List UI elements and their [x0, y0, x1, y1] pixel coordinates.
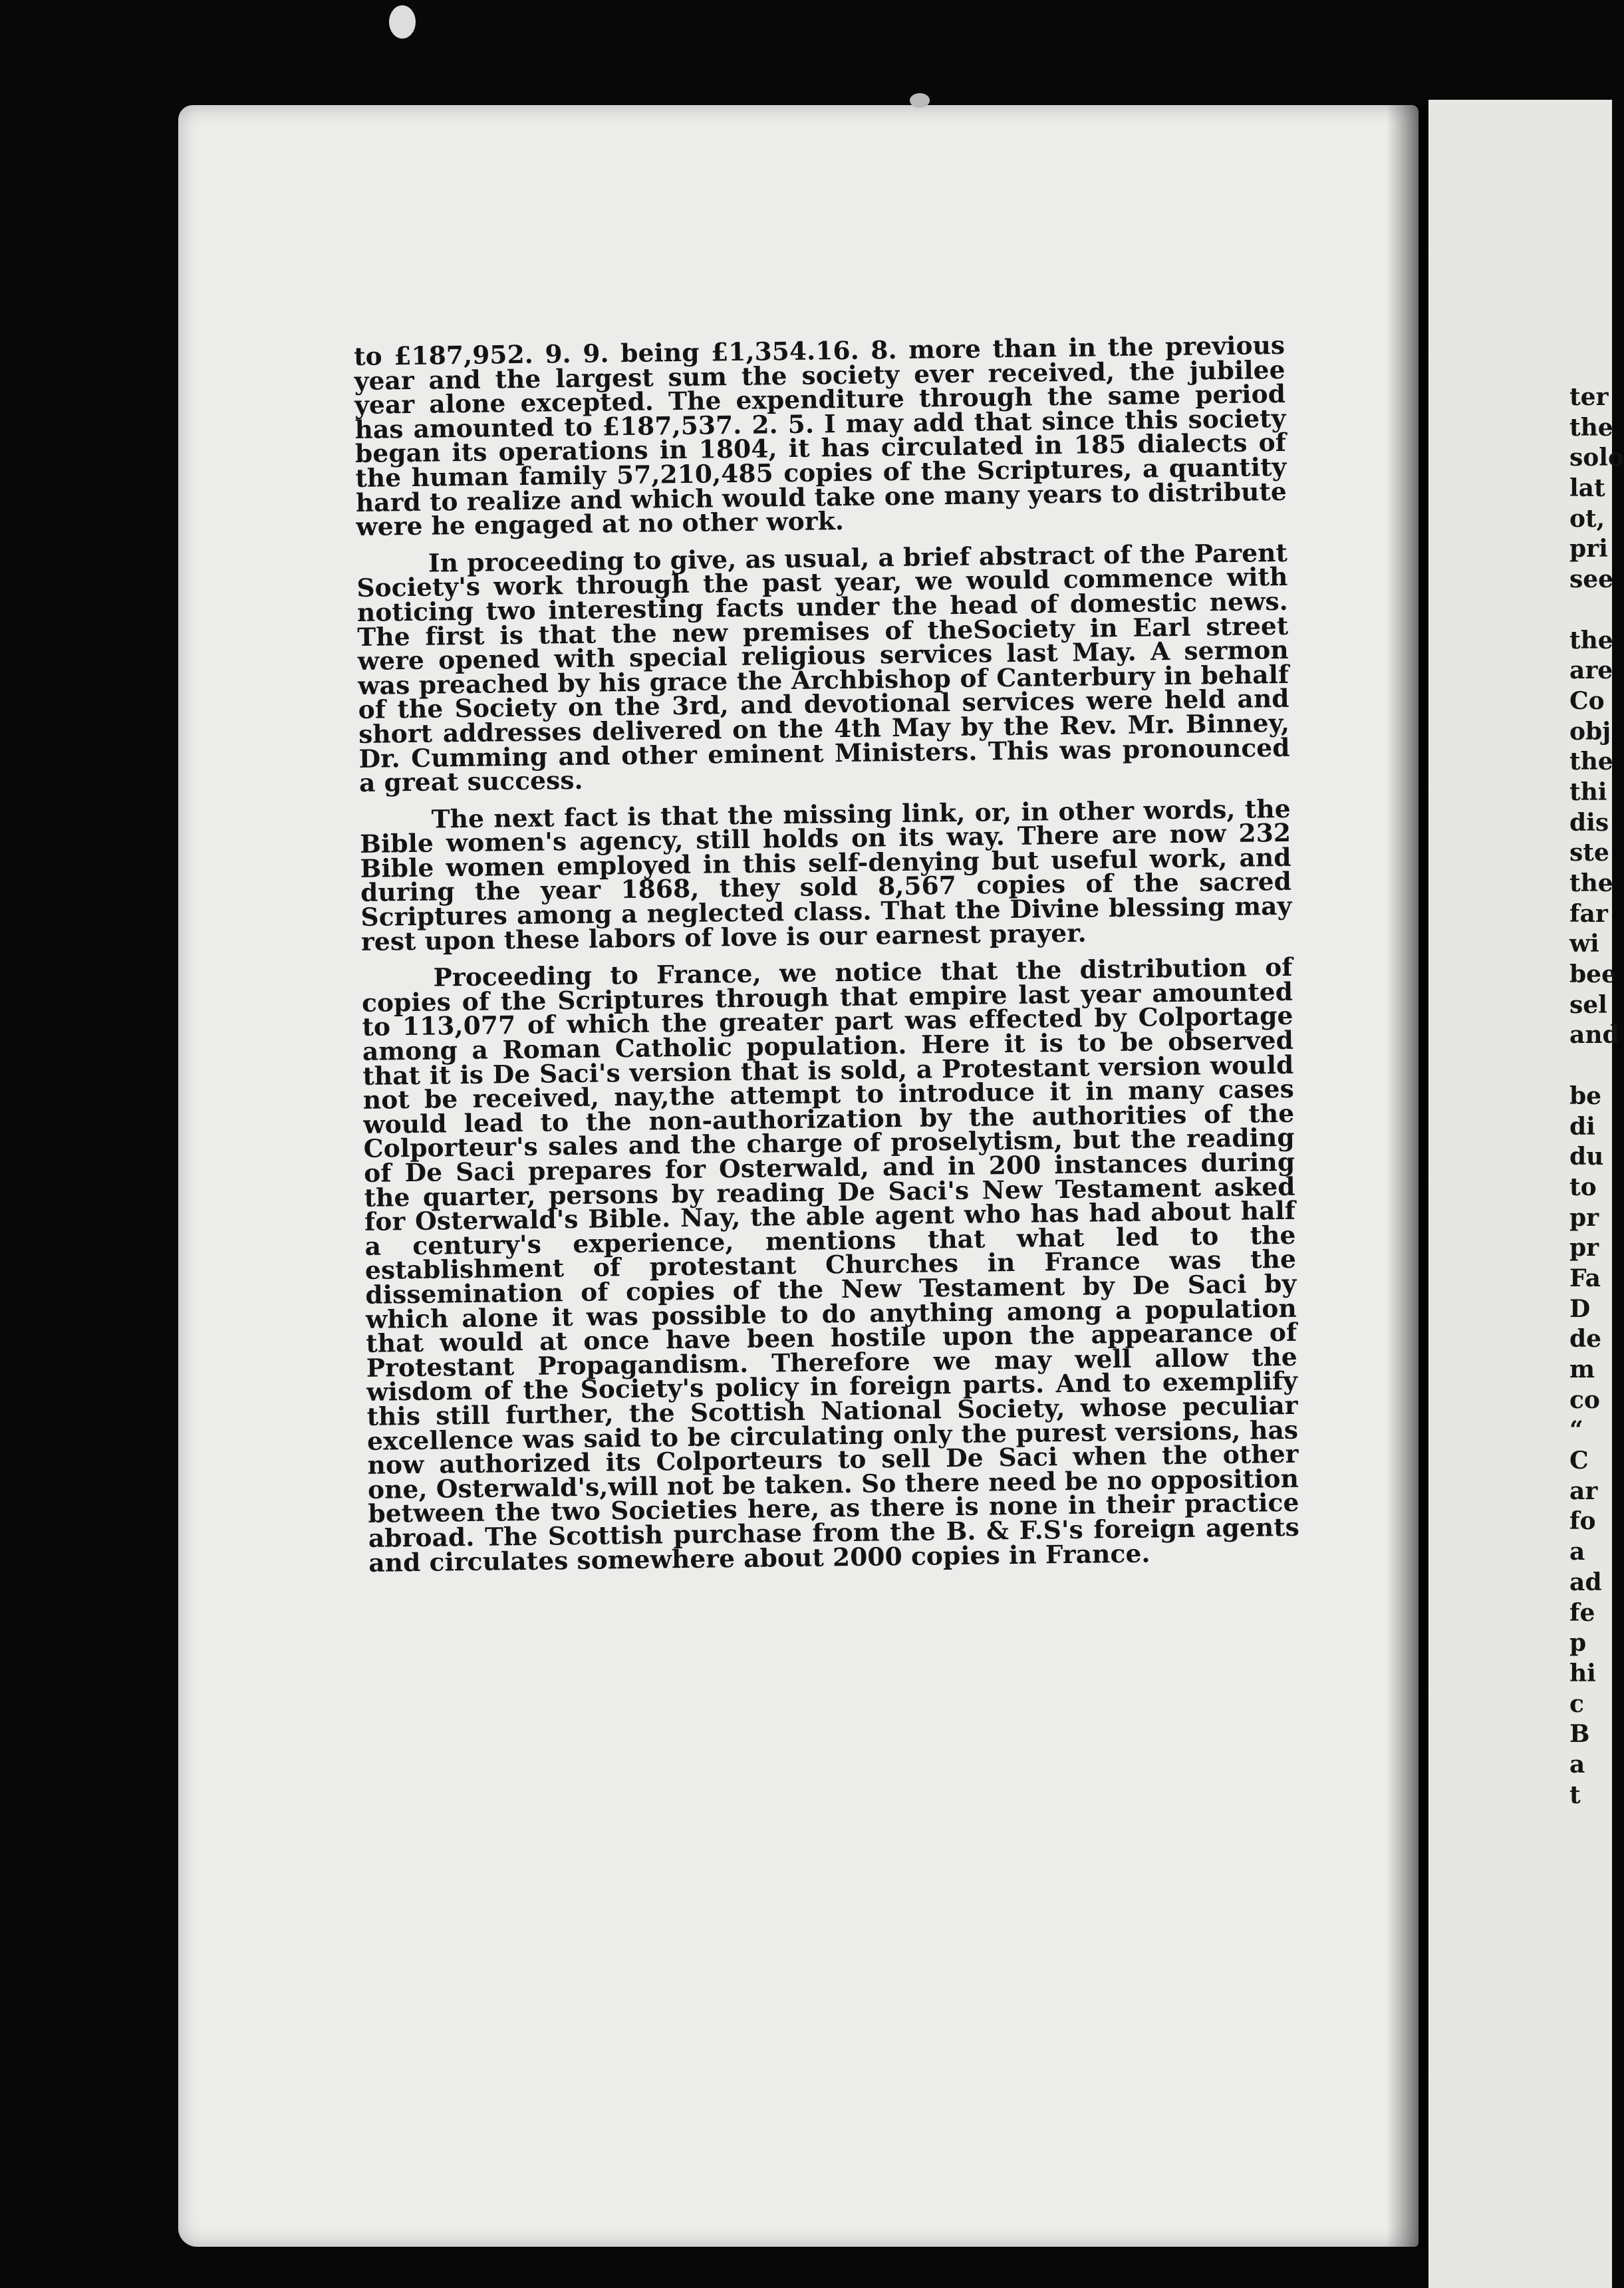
right-page-fragment: ar	[1569, 1477, 1598, 1505]
right-page-text-fragments	[1569, 382, 1624, 1810]
right-page-fragment: the	[1569, 869, 1613, 897]
right-page-fragment: de	[1569, 1325, 1602, 1354]
right-page-fragment: m	[1569, 1356, 1595, 1383]
right-page-fragment: solo	[1569, 444, 1624, 472]
right-page-fragment: “	[1569, 1416, 1583, 1445]
right-page-fragment: Co	[1569, 686, 1605, 715]
right-page-fragment: ste	[1569, 839, 1609, 867]
paragraph-3: The next fact is that the missing link, or, in other words, the Bible women's agency, still holds on its way. There are now 232 Bible women employed in this self-denying but useful work, and during the year 1868, they sold 8,567 copies of the sacred Scriptures among a neglected class. That the Divine blessing may rest upon these labors of love is our earnest prayer.	[359, 793, 1292, 956]
right-page-fragment: co	[1569, 1385, 1600, 1414]
right-page-fragment: the	[1569, 626, 1613, 654]
right-page-fragment: see	[1569, 565, 1614, 594]
right-page-fragment: and	[1569, 1021, 1619, 1050]
right-page-fragment: far	[1569, 899, 1608, 928]
right-page-fragment: hi	[1569, 1659, 1596, 1687]
right-page-fragment: ot,	[1569, 504, 1605, 533]
right-page-fragment: t	[1569, 1781, 1581, 1809]
right-page-fragment: fe	[1569, 1598, 1595, 1627]
right-page-fragment: sel	[1569, 990, 1607, 1019]
right-page-fragment: p	[1569, 1629, 1587, 1657]
right-page-fragment: dis	[1569, 808, 1609, 837]
right-page-fragment: fo	[1569, 1507, 1596, 1536]
right-page-fragment: the	[1569, 413, 1613, 442]
right-page-fragment: lat	[1569, 474, 1605, 503]
right-page-fragment: D	[1569, 1294, 1591, 1323]
paragraph-2: In proceeding to give, as usual, a brief abstract of the Parent Society's work through the past year, we would commence with noticing two interesting facts under the head of domestic news. The first is that the new premises of theSociety in Earl street were opened with special religious services last May. A sermon was preached by his grace the Archbishop of Canterbury in behalf of the Society on the 3rd, and devotional services were held and short addresses delivered on the 4th May by the Rev. Mr. Binney, Dr. Cumming and other eminent Ministers. This was pronounced a great success.	[356, 537, 1290, 798]
right-page-fragment: di	[1569, 1112, 1595, 1141]
right-page-fragment: du	[1569, 1143, 1604, 1171]
book-gutter	[1387, 105, 1426, 2247]
paper-speck	[389, 5, 416, 39]
right-page-fragment: B	[1569, 1720, 1590, 1749]
right-page-fragment: c	[1569, 1689, 1584, 1718]
right-page-fragment: the	[1569, 748, 1613, 776]
right-page-fragment: wi	[1569, 930, 1599, 958]
right-page-fragment	[1569, 595, 1612, 626]
right-page-fragment: thi	[1569, 778, 1607, 806]
right-page-fragment: a	[1569, 1750, 1585, 1779]
right-page-fragment: bee	[1569, 960, 1617, 989]
right-page-fragment: are	[1569, 656, 1613, 685]
right-page-fragment: C	[1569, 1447, 1589, 1475]
right-page-fragment: a	[1569, 1538, 1585, 1566]
paper-speck	[910, 93, 930, 108]
right-page-fragment: ad	[1569, 1568, 1602, 1596]
right-page-fragment: pr	[1569, 1203, 1599, 1232]
right-page-fragment: be	[1569, 1081, 1602, 1110]
right-page-fragment	[1569, 1051, 1612, 1081]
main-text-column	[353, 330, 1300, 1588]
right-page-fragment: obj	[1569, 717, 1611, 746]
right-page-fragment: pri	[1569, 535, 1608, 563]
paragraph-1: to £187,952. 9. 9. being £1,354.16. 8. more than in the previous year and the largest sum the society ever received, the jubilee year alone excepted. The expenditure through the same period has amounted to £187,537. 2. 5. I may add that since this society began its operations in 1804, it has circulated in 185 dialects of the human family 57,210,485 copies of the Scriptures, a quantity hard to realize and which would take one many years to distribute were he engaged at no other work.	[353, 330, 1287, 542]
right-page-fragment: to	[1569, 1173, 1597, 1201]
right-page-fragment: ter	[1569, 383, 1609, 411]
right-page-fragment: pr	[1569, 1234, 1599, 1262]
paragraph-4: Proceeding to France, we notice that the distribution of copies of the Scriptures through that empire last year amounted to 113,077 of which the greater part was effected by Colportage among a Roman Catholic population. Here it is to be observed that it is De Saci's version that is sold, a Protestant version would not be received, nay,the attempt to introduce it in many cases would lead to the non-authorization by the authorities of the Colporteur's sales and the charge of proselytism, but the reading of De Saci prepares for Osterwald, and in 200 instances during the quarter, persons by reading De Saci's New Testament asked for Osterwald's Bible. Nay, the able agent who has had about half a century's experience, mentions that what led to the establishment of protestant Churches in France was the dissemination of copies of the New Testament by De Saci by which alone it was possible to do anything among a population that would at once have been hostile upon the appearance of Protestant Propagandism. Therefore we may well allow the wisdom of the Society's policy in foreign parts. And to exemplify this still further, the Scottish National Society, whose peculiar excellence was said to be circulating only the purest versions, has now authorized its Colporteurs to sell De Saci when the other one, Osterwald's,will not be taken. So there need be no opposition between the two Societies here, as there is none in their practice abroad. The Scottish purchase from the B. & F.S's foreign agents and circulates somewhere about 2000 copies in France.	[361, 952, 1300, 1578]
right-page-fragment: Fa	[1569, 1264, 1601, 1292]
